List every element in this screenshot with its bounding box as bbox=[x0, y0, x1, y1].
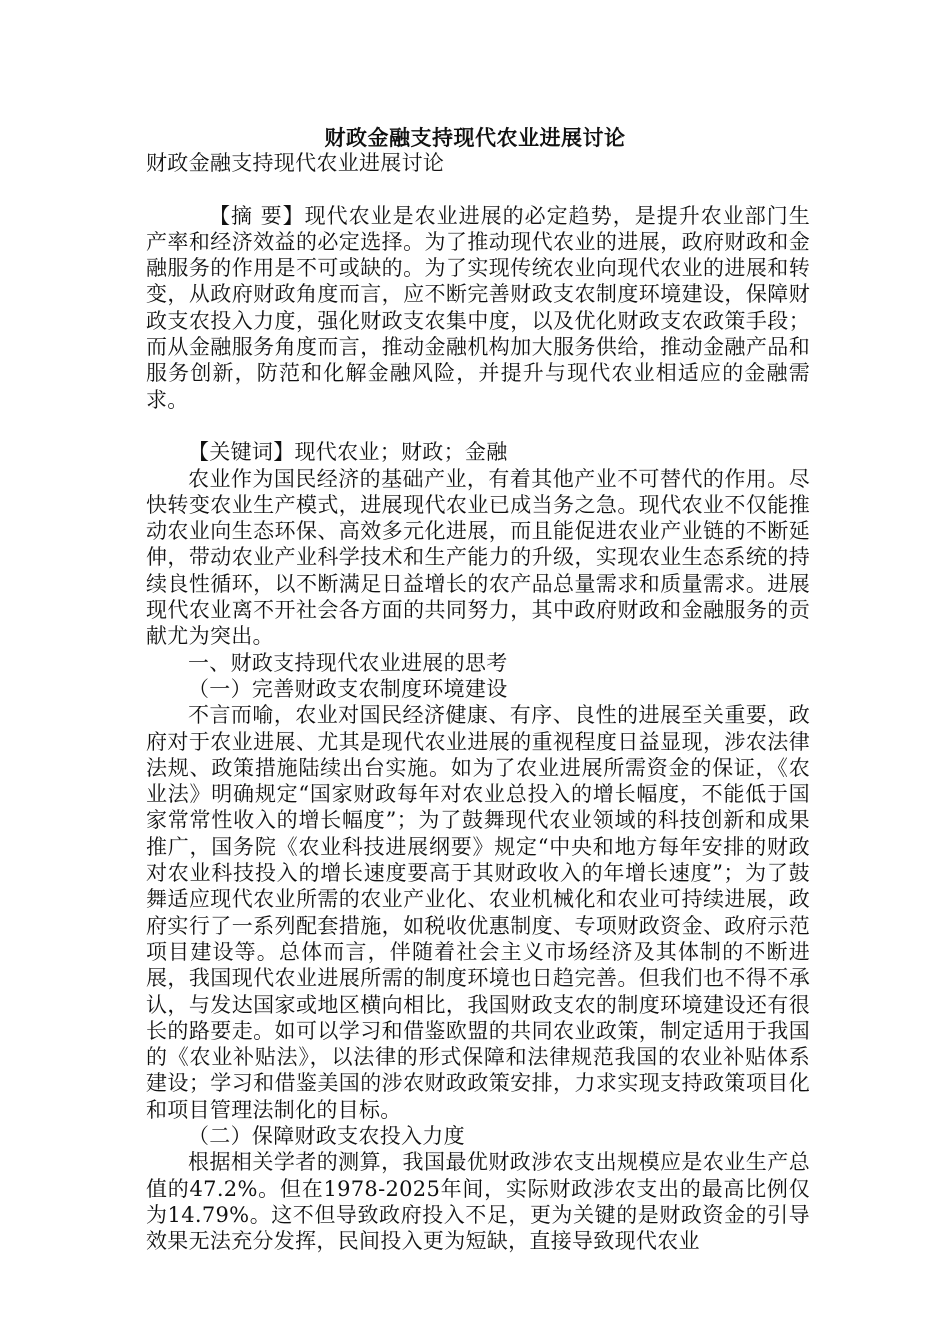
blank-line bbox=[146, 413, 810, 439]
intro-paragraph: 农业作为国民经济的基础产业，有着其他产业不可替代的作用。尽快转变农业生产模式，进展现代农业已成当务之急。现代农业不仅能推动农业向生态环保、高效多元化进展，而且能促进农业产业链的不断延伸，带动农业产业科学技术和生产能力的升级，实现农业生态系统的持续良性循环，以不断满足日益增长的农产品总量需求和质量需求。进展现代农业离不开社会各方面的共同努力，其中政府财政和金融服务的贡献尤为突出。 bbox=[146, 466, 810, 649]
blank-line bbox=[146, 176, 810, 202]
section-heading: 一、财政支持现代农业进展的思考 bbox=[188, 650, 508, 675]
keywords-line: 【关键词】现代农业；财政；金融 bbox=[188, 440, 508, 465]
subsection-heading: （一）完善财政支农制度环境建设 bbox=[188, 676, 508, 701]
body-paragraph: 根据相关学者的测算，我国最优财政涉农支出规模应是农业生产总值的47.2%。但在1978-2025年间，实际财政涉农支出的最高比例仅为14.79%。这不但导致政府投入不足，更为关键的是财政资金的引导效果无法充分发挥，民间投入更为短缺，直接导致现代农业 bbox=[146, 1150, 810, 1254]
subsection-heading: （二）保障财政支农投入力度 bbox=[188, 1123, 465, 1148]
abstract-paragraph: 【摘 要】现代农业是农业进展的必定趋势，是提升农业部门生产率和经济效益的必定选择。为了推动现代农业的进展，政府财政和金融服务的作用是不可或缺的。为了实现传统农业向现代农业的进展和转变，从政府财政角度而言，应不断完善财政支农制度环境建设，保障财政支农投入力度，强化财政支农集中度，以及优化财政支农政策手段；而从金融服务角度而言，推动金融机构加大服务供给，推动金融产品和服务创新，防范和化解金融风险，并提升与现代农业相适应的金融需求。 bbox=[146, 203, 810, 412]
document-subtitle: 财政金融支持现代农业进展讨论 bbox=[146, 151, 445, 175]
document-body bbox=[146, 150, 810, 1254]
body-paragraph: 不言而喻，农业对国民经济健康、有序、良性的进展至关重要，政府对于农业进展、尤其是现代农业进展的重视程度日益显现，涉农法律法规、政策措施陆续出台实施。如为了农业进展所需资金的保证，《农业法》明确规定“国家财政每年对农业总投入的增长幅度，不能低于国家常常性收入的增长幅度”；为了鼓舞现代农业领域的科技创新和成果推广，国务院《农业科技进展纲要》规定“中央和地方每年安排的财政对农业科技投入的增长速度要高于其财政收入的年增长速度”；为了鼓舞适应现代农业所需的农业产业化、农业机械化和农业可持续进展，政府实行了一系列配套措施，如税收优惠制度、专项财政资金、政府示范项目建设等。总体而言，伴随着社会主义市场经济及其体制的不断进展，我国现代农业进展所需的制度环境也日趋完善。但我们也不得不承认，与发达国家或地区横向相比，我国财政支农的制度环境建设还有很长的路要走。如可以学习和借鉴欧盟的共同农业政策，制定适用于我国的《农业补贴法》，以法律的形式保障和法律规范我国的农业补贴体系建设；学习和借鉴美国的涉农财政政策安排，力求实现支持政策项目化和项目管理法制化的目标。 bbox=[146, 703, 810, 1122]
document-title: 财政金融支持现代农业进展讨论 bbox=[324, 125, 626, 150]
